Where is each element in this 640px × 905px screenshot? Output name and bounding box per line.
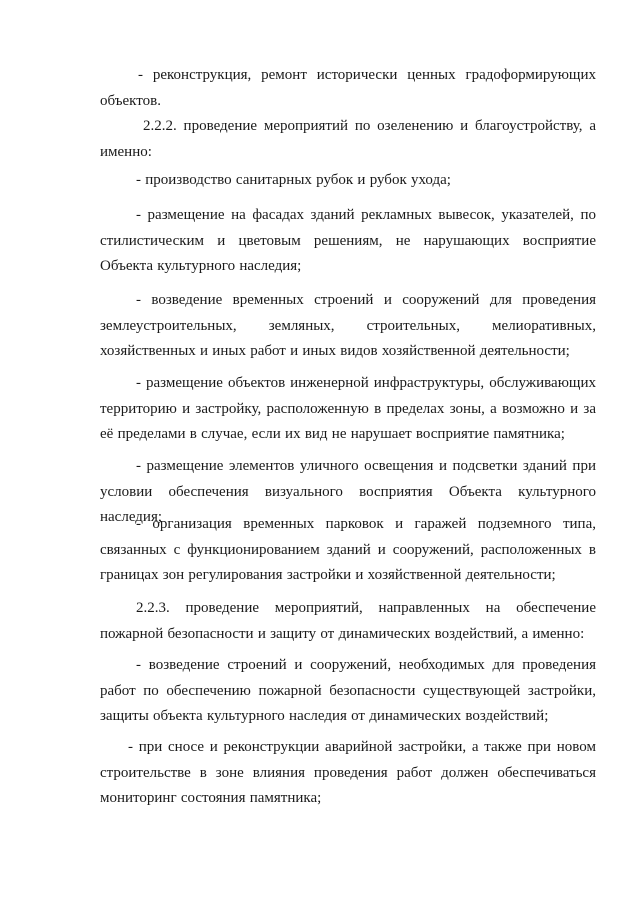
- paragraph-sanitary-felling: - производство санитарных рубок и рубок ухода;: [136, 172, 451, 188]
- paragraph-temporary-parking: - организация временных парковок и гаражей подземного типа, связанных с функционированием зданий и сооружений, расположенных в границах зон регулирования застройки и хозяйственной деятельности;: [100, 516, 596, 583]
- paragraph-temporary-structures: - возведение временных строений и сооружений для проведения землеустроительных, земляных, строительных, мелиоративных, хозяйственных и иных работ и иных видов хозяйственной деятельности;: [100, 292, 596, 359]
- paragraph-engineering-infrastructure: - размещение объектов инженерной инфраструктуры, обслуживающих территорию и застройку, расположенную в пределах зоны, а возможно и за её пределами в случае, если их вид не нарушает восприятие памятника;: [100, 375, 596, 442]
- paragraph-street-lighting: - размещение элементов уличного освещения и подсветки зданий при условии обеспечения визуального восприятия Объекта культурного наследия;: [100, 458, 596, 525]
- paragraph-advertising-signs: - размещение на фасадах зданий рекламных вывесок, указателей, по стилистическим и цветовым решениям, не нарушающих восприятие Объекта культурного наследия;: [100, 207, 596, 274]
- paragraph-2-2-3-heading: 2.2.3. проведение мероприятий, направленных на обеспечение пожарной безопасности и защиту от динамических воздействий, а именно:: [100, 600, 596, 642]
- paragraph-fire-safety-structures: - возведение строений и сооружений, необходимых для проведения работ по обеспечению пожарной безопасности существующей застройки, защиты объекта культурного наследия от динамических воздействий;: [100, 657, 596, 724]
- paragraph-reconstruction: - реконструкция, ремонт исторически ценных градоформирующих объектов.: [100, 67, 596, 109]
- paragraph-2-2-2-heading: 2.2.2. проведение мероприятий по озеленению и благоустройству, а именно:: [100, 118, 596, 160]
- paragraph-monitoring: - при сносе и реконструкции аварийной застройки, а также при новом строительстве в зоне влияния проведения работ должен обеспечиваться мониторинг состояния памятника;: [100, 739, 596, 806]
